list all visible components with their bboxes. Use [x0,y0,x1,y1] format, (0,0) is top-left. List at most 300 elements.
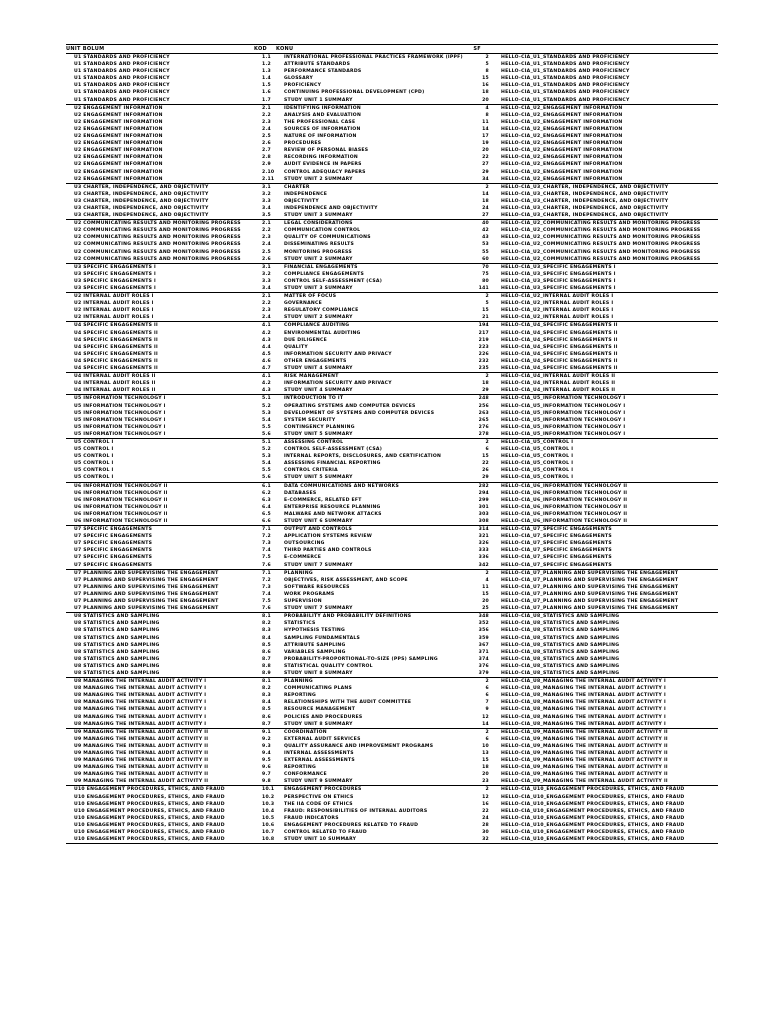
topic-cell: AUDIT EVIDENCE IN PAPERS [284,162,362,168]
code-cell: 4.6 [262,358,271,364]
reference-cell: HELLO-CIA_U7_PLANNING AND SUPERVISING THE ENGAGEMENT [501,577,679,583]
unit-cell: U5 CONTROL I [74,447,114,453]
unit-group [66,105,718,184]
header-unit: UNIT BOLUM [66,46,105,52]
page-cell: 4 [485,577,489,583]
unit-cell: U3 CHARTER, INDEPENDENCE, AND OBJECTIVITY [74,184,209,190]
reference-cell: HELLO-CIA_U5_INFORMATION TECHNOLOGY I [501,431,626,437]
unit-cell: U4 SPECIFIC ENGAGEMENTS II [74,358,158,364]
unit-cell: U6 INFORMATION TECHNOLOGY II [74,490,168,496]
table-row [66,147,718,154]
page-cell: 18 [482,198,489,204]
code-cell: 9.2 [262,736,271,742]
code-cell: 8.5 [262,642,271,648]
unit-group [66,729,718,787]
page-cell: 6 [485,736,489,742]
table-row [66,220,718,227]
table-row [66,822,718,829]
table-row [66,706,718,713]
page-cell: 301 [478,504,489,510]
page-cell: 16 [482,801,489,807]
page-cell: 2 [485,570,489,576]
page-cell: 15 [482,591,489,597]
table-row [66,410,718,417]
unit-cell: U7 PLANNING AND SUPERVISING THE ENGAGEMENT [74,606,219,612]
table-row [66,373,718,380]
topic-cell: FRAUD INDICATORS [284,815,339,821]
reference-cell: HELLO-CIA_U7_PLANNING AND SUPERVISING THE ENGAGEMENT [501,599,679,605]
table-row [66,736,718,743]
unit-cell: U8 STATISTICS AND SAMPLING [74,649,160,655]
topic-cell: CONTROL RELATED TO FRAUD [284,830,367,836]
table-row [66,598,718,605]
code-cell: 5.1 [262,439,271,445]
code-cell: 10.3 [262,801,275,807]
unit-cell: U4 SPECIFIC ENGAGEMENTS II [74,366,158,372]
page-cell: 348 [478,614,489,620]
reference-cell: HELLO-CIA_U1_STANDARDS AND PROFICIENCY [501,90,630,96]
topic-cell: CONFORMANCE [284,772,327,778]
reference-cell: HELLO-CIA_U2_INTERNAL AUDIT ROLES I [501,301,614,307]
unit-cell: U7 SPECIFIC ENGAGEMENTS [74,555,153,561]
page-cell: 34 [482,176,489,182]
reference-cell: HELLO-CIA_U1_STANDARDS AND PROFICIENCY [501,62,630,68]
reference-cell: HELLO-CIA_U4_INTERNAL AUDIT ROLES II [501,381,616,387]
code-cell: 2.3 [262,235,271,241]
unit-cell: U8 STATISTICS AND SAMPLING [74,614,160,620]
unit-cell: U6 INFORMATION TECHNOLOGY II [74,519,168,524]
topic-cell: FINANCIAL ENGAGEMENTS [284,264,358,270]
unit-cell: U2 COMMUNICATING RESULTS AND MONITORING PROGRESS [74,242,241,248]
code-cell: 5.6 [262,431,271,437]
unit-group [66,184,718,220]
reference-cell: HELLO-CIA_U7_SPECIFIC ENGAGEMENTS [501,555,612,561]
code-cell: 2.10 [262,169,275,175]
code-cell: 8.2 [262,686,271,692]
unit-cell: U1 STANDARDS AND PROFICIENCY [74,76,170,82]
unit-cell: U5 CONTROL I [74,475,114,481]
code-cell: 2.5 [262,134,271,140]
reference-cell: HELLO-CIA_U7_SPECIFIC ENGAGEMENTS [501,548,612,554]
unit-cell: U2 ENGAGEMENT INFORMATION [74,105,163,111]
table-row [66,453,718,460]
unit-cell: U1 STANDARDS AND PROFICIENCY [74,55,170,60]
reference-cell: HELLO-CIA_U7_SPECIFIC ENGAGEMENTS [501,562,612,568]
topic-cell: PLANNING [284,570,313,576]
reference-cell: HELLO-CIA_U8_STATISTICS AND SAMPLING [501,635,620,641]
page-cell: 15 [482,454,489,460]
unit-cell: U3 CHARTER, INDEPENDENCE, AND OBJECTIVITY [74,213,209,219]
unit-cell: U1 STANDARDS AND PROFICIENCY [74,62,170,68]
table-row [66,293,718,300]
unit-cell: U6 INFORMATION TECHNOLOGY II [74,483,168,489]
reference-cell: HELLO-CIA_U5_CONTROL I [501,454,574,460]
unit-cell: U2 COMMUNICATING RESULTS AND MONITORING PROGRESS [74,221,241,227]
code-cell: 4.5 [262,351,271,357]
page-cell: 314 [478,527,489,533]
page-cell: 11 [482,584,489,590]
code-cell: 1.5 [262,83,271,89]
page-cell: 219 [478,337,489,343]
code-cell: 1.4 [262,76,271,82]
reference-cell: HELLO-CIA_U3_SPECIFIC ENGAGEMENTS I [501,286,616,291]
code-cell: 4.4 [262,344,271,350]
code-cell: 2.2 [262,112,271,118]
topic-cell: QUALITY [284,344,308,350]
unit-cell: U2 ENGAGEMENT INFORMATION [74,119,163,125]
page-cell: 27 [482,162,489,168]
table-row [66,808,718,815]
page-cell: 265 [478,417,489,423]
page-cell: 226 [478,351,489,357]
topic-cell: RELATIONSHIPS WITH THE AUDIT COMMITTEE [284,700,412,706]
code-cell: 2.11 [262,176,275,182]
unit-cell: U8 STATISTICS AND SAMPLING [74,628,160,634]
topic-cell: ATTRIBUTE STANDARDS [284,62,351,68]
table-row [66,678,718,685]
table-row [66,337,718,344]
page-cell: 6 [485,693,489,699]
reference-cell: HELLO-CIA_U8_STATISTICS AND SAMPLING [501,649,620,655]
table-header [66,44,718,54]
reference-cell: HELLO-CIA_U8_MANAGING THE INTERNAL AUDIT ACTIVITY I [501,679,666,685]
table-row [66,322,718,329]
code-cell: 5.1 [262,396,271,402]
topic-cell: STUDY UNIT 3 SUMMARY [284,286,353,291]
reference-cell: HELLO-CIA_U9_MANAGING THE INTERNAL AUDIT ACTIVITY II [501,736,668,742]
unit-cell: U2 INTERNAL AUDIT ROLES I [74,294,154,300]
topic-cell: STUDY UNIT 5 SUMMARY [284,431,353,437]
code-cell: 4.1 [262,374,271,380]
page-cell: 18 [482,381,489,387]
code-cell: 10.5 [262,815,275,821]
reference-cell: HELLO-CIA_U4_SPECIFIC ENGAGEMENTS II [501,351,618,357]
table-row [66,699,718,706]
topic-cell: PROCEDURES [284,141,322,147]
table-row [66,439,718,446]
code-cell: 1.7 [262,97,271,103]
unit-group [66,526,718,570]
table-row [66,395,718,402]
table-row [66,82,718,89]
topic-cell: ASSESSING FINANCIAL REPORTING [284,461,381,467]
topic-cell: STUDY UNIT 6 SUMMARY [284,519,353,524]
topic-cell: COMMUNICATION CONTROL [284,228,361,234]
table-row [66,89,718,96]
topic-cell: INTRODUCTION TO IT [284,396,344,402]
topic-cell: CONTROL CRITERIA [284,468,338,474]
code-cell: 8.1 [262,614,271,620]
reference-cell: HELLO-CIA_U2_ENGAGEMENT INFORMATION [501,148,623,154]
page-cell: 15 [482,758,489,764]
topic-cell: OBJECTIVITY [284,198,319,204]
table-row [66,105,718,112]
unit-cell: U8 STATISTICS AND SAMPLING [74,656,160,662]
page-cell: 15 [482,76,489,82]
topic-cell: OTHER ENGAGEMENTS [284,358,347,364]
table-row [66,314,718,321]
table-row [66,649,718,656]
reference-cell: HELLO-CIA_U7_PLANNING AND SUPERVISING THE ENGAGEMENT [501,584,679,590]
code-cell: 1.3 [262,69,271,75]
topic-cell: REGULATORY COMPLIANCE [284,308,359,314]
reference-cell: HELLO-CIA_U9_MANAGING THE INTERNAL AUDIT ACTIVITY II [501,765,668,771]
topic-cell: DATA COMMUNICATIONS AND NETWORKS [284,483,400,489]
table-row [66,670,718,677]
reference-cell: HELLO-CIA_U4_SPECIFIC ENGAGEMENTS II [501,358,618,364]
topic-cell: ATTRIBUTE SAMPLING [284,642,346,648]
table-row [66,714,718,721]
topic-cell: OPERATING SYSTEMS AND COMPUTER DEVICES [284,403,416,409]
table-row [66,584,718,591]
topic-cell: STUDY UNIT 2 SUMMARY [284,315,353,321]
table-row [66,511,718,518]
topic-cell: MONITORING PROGRESS [284,249,352,255]
code-cell: 2.9 [262,162,271,168]
unit-cell: U2 ENGAGEMENT INFORMATION [74,148,163,154]
unit-cell: U1 STANDARDS AND PROFICIENCY [74,97,170,103]
table-row [66,154,718,161]
page-cell: 27 [482,213,489,219]
page-cell: 43 [482,235,489,241]
code-cell: 10.8 [262,837,275,843]
table-row [66,460,718,467]
unit-cell: U10 ENGAGEMENT PROCEDURES, ETHICS, AND FRAUD [74,787,225,793]
page-cell: 20 [482,599,489,605]
reference-cell: HELLO-CIA_U2_ENGAGEMENT INFORMATION [501,112,623,118]
topic-cell: FRAUD: RESPONSIBILITIES OF INTERNAL AUDITORS [284,808,428,814]
code-cell: 2.8 [262,155,271,161]
unit-cell: U7 SPECIFIC ENGAGEMENTS [74,562,153,568]
table-row [66,417,718,424]
table-row [66,403,718,410]
page-cell: 28 [482,822,489,828]
unit-cell: U10 ENGAGEMENT PROCEDURES, ETHICS, AND FRAUD [74,822,225,828]
reference-cell: HELLO-CIA_U6_INFORMATION TECHNOLOGY II [501,511,628,517]
topic-cell: ASSESSING CONTROL [284,439,344,445]
reference-cell: HELLO-CIA_U3_CHARTER, INDEPENDENCE, AND OBJECTIVITY [501,184,669,190]
page-cell: 235 [478,366,489,372]
topic-cell: GOVERNANCE [284,301,323,307]
page-cell: 367 [478,642,489,648]
table-row [66,490,718,497]
reference-cell: HELLO-CIA_U2_ENGAGEMENT INFORMATION [501,126,623,132]
page-cell: 294 [478,490,489,496]
code-cell: 2.2 [262,301,271,307]
table-row [66,620,718,627]
code-cell: 8.6 [262,714,271,720]
page-cell: 308 [478,519,489,524]
reference-cell: HELLO-CIA_U2_COMMUNICATING RESULTS AND MONITORING PROGRESS [501,228,701,234]
table-row [66,176,718,183]
table-row [66,554,718,561]
reference-cell: HELLO-CIA_U4_SPECIFIC ENGAGEMENTS II [501,366,618,372]
page-cell: 11 [482,119,489,125]
table-row [66,526,718,533]
page-cell: 29 [482,475,489,481]
page-cell: 2 [485,184,489,190]
topic-cell: CHARTER [284,184,310,190]
table-row [66,692,718,699]
unit-cell: U2 COMMUNICATING RESULTS AND MONITORING PROGRESS [74,256,241,262]
reference-cell: HELLO-CIA_U6_INFORMATION TECHNOLOGY II [501,519,628,524]
unit-cell: U5 CONTROL I [74,454,114,460]
page-cell: 25 [482,606,489,612]
unit-cell: U3 SPECIFIC ENGAGEMENTS I [74,264,157,270]
page-cell: 141 [478,286,489,291]
code-cell: 5.6 [262,475,271,481]
topic-cell: ENTERPRISE RESOURCE PLANNING [284,504,381,510]
unit-cell: U7 PLANNING AND SUPERVISING THE ENGAGEMENT [74,584,219,590]
topic-cell: STUDY UNIT 2 SUMMARY [284,176,353,182]
code-cell: 1.6 [262,90,271,96]
code-cell: 8.6 [262,649,271,655]
page-cell: 30 [482,830,489,836]
code-cell: 5.3 [262,454,271,460]
code-cell: 5.4 [262,461,271,467]
reference-cell: HELLO-CIA_U5_INFORMATION TECHNOLOGY I [501,403,626,409]
unit-cell: U4 INTERNAL AUDIT ROLES II [74,381,156,387]
unit-cell: U9 MANAGING THE INTERNAL AUDIT ACTIVITY II [74,779,209,785]
code-cell: 1.2 [262,62,271,68]
topic-cell: RECORDING INFORMATION [284,155,358,161]
topic-cell: REVIEW OF PERSONAL BIASES [284,148,369,154]
table-row [66,54,718,61]
code-cell: 2.4 [262,242,271,248]
table-row [66,446,718,453]
table-row [66,256,718,263]
code-cell: 9.4 [262,751,271,756]
page-cell: 374 [478,656,489,662]
page-cell: 276 [478,424,489,430]
unit-group [66,678,718,729]
unit-cell: U8 STATISTICS AND SAMPLING [74,663,160,669]
reference-cell: HELLO-CIA_U8_STATISTICS AND SAMPLING [501,642,620,648]
reference-cell: HELLO-CIA_U5_CONTROL I [501,475,574,481]
code-cell: 7.5 [262,555,271,561]
unit-group [66,613,718,678]
code-cell: 8.4 [262,635,271,641]
code-cell: 9.3 [262,743,271,749]
page-cell: 7 [485,700,489,706]
code-cell: 2.1 [262,105,271,111]
unit-cell: U2 ENGAGEMENT INFORMATION [74,162,163,168]
reference-cell: HELLO-CIA_U8_MANAGING THE INTERNAL AUDIT ACTIVITY I [501,714,666,720]
table-row [66,300,718,307]
page-cell: 24 [482,815,489,821]
reference-cell: HELLO-CIA_U8_MANAGING THE INTERNAL AUDIT ACTIVITY I [501,700,666,706]
reference-cell: HELLO-CIA_U4_SPECIFIC ENGAGEMENTS II [501,344,618,350]
unit-cell: U8 MANAGING THE INTERNAL AUDIT ACTIVITY I [74,693,207,699]
reference-cell: HELLO-CIA_U8_MANAGING THE INTERNAL AUDIT ACTIVITY I [501,707,666,713]
unit-cell: U4 INTERNAL AUDIT ROLES II [74,374,156,380]
header-code: KOD [254,46,267,52]
topic-cell: DUE DILIGENCE [284,337,327,343]
unit-cell: U7 SPECIFIC ENGAGEMENTS [74,527,153,533]
code-cell: 7.6 [262,606,271,612]
table-row [66,119,718,126]
page-cell: 336 [478,555,489,561]
unit-cell: U2 INTERNAL AUDIT ROLES I [74,308,154,314]
table-row [66,757,718,764]
code-cell: 4.3 [262,388,271,394]
code-cell: 7.6 [262,562,271,568]
unit-cell: U7 PLANNING AND SUPERVISING THE ENGAGEMENT [74,577,219,583]
reference-cell: HELLO-CIA_U2_INTERNAL AUDIT ROLES I [501,315,614,321]
table-row [66,518,718,525]
code-cell: 5.2 [262,403,271,409]
table-row [66,161,718,168]
topic-cell: QUALITY OF COMMUNICATIONS [284,235,371,241]
code-cell: 3.4 [262,286,271,291]
unit-cell: U8 STATISTICS AND SAMPLING [74,621,160,627]
reference-cell: HELLO-CIA_U1_STANDARDS AND PROFICIENCY [501,76,630,82]
table-row [66,467,718,474]
topic-cell: INTERNAL ASSESSMENTS [284,751,354,756]
reference-cell: HELLO-CIA_U7_SPECIFIC ENGAGEMENTS [501,541,612,547]
table-row [66,97,718,104]
page-cell: 9 [485,707,489,713]
topic-cell: QUALITY ASSURANCE AND IMPROVEMENT PROGRAMS [284,743,434,749]
unit-group [66,54,718,105]
code-cell: 8.7 [262,721,271,727]
unit-cell: U3 CHARTER, INDEPENDENCE, AND OBJECTIVITY [74,205,209,211]
table-row [66,431,718,438]
reference-cell: HELLO-CIA_U4_SPECIFIC ENGAGEMENTS II [501,337,618,343]
topic-cell: NATURE OF INFORMATION [284,134,357,140]
page-cell: 278 [478,431,489,437]
unit-cell: U10 ENGAGEMENT PROCEDURES, ETHICS, AND FRAUD [74,808,225,814]
page-cell: 299 [478,497,489,503]
page-cell: 32 [482,837,489,843]
reference-cell: HELLO-CIA_U1_STANDARDS AND PROFICIENCY [501,97,630,103]
topic-cell: INFORMATION SECURITY AND PRIVACY [284,351,392,357]
reference-cell: HELLO-CIA_U2_ENGAGEMENT INFORMATION [501,176,623,182]
page-cell: 14 [482,126,489,132]
topic-cell: STUDY UNIT 8 SUMMARY [284,670,353,676]
page-cell: 6 [485,686,489,692]
reference-cell: HELLO-CIA_U10_ENGAGEMENT PROCEDURES, ETHICS, AND FRAUD [501,837,685,843]
topic-cell: E-COMMERCE, RELATED EFT [284,497,362,503]
reference-cell: HELLO-CIA_U4_SPECIFIC ENGAGEMENTS II [501,323,618,329]
page-cell: 4 [485,105,489,111]
reference-cell: HELLO-CIA_U6_INFORMATION TECHNOLOGY II [501,490,628,496]
reference-cell: HELLO-CIA_U7_PLANNING AND SUPERVISING THE ENGAGEMENT [501,591,679,597]
page-cell: 22 [482,155,489,161]
reference-cell: HELLO-CIA_U2_ENGAGEMENT INFORMATION [501,134,623,140]
topic-cell: COMMUNICATING PLANS [284,686,353,692]
code-cell: 10.1 [262,787,275,793]
table-row [66,365,718,372]
reference-cell: HELLO-CIA_U10_ENGAGEMENT PROCEDURES, ETHICS, AND FRAUD [501,794,685,800]
unit-cell: U2 COMMUNICATING RESULTS AND MONITORING PROGRESS [74,228,241,234]
page-cell: 24 [482,205,489,211]
table-row [66,685,718,692]
page-cell: 13 [482,751,489,756]
unit-cell: U5 INFORMATION TECHNOLOGY I [74,410,166,416]
code-cell: 6.2 [262,490,271,496]
table-row [66,591,718,598]
page-cell: 14 [482,191,489,197]
code-cell: 4.1 [262,323,271,329]
code-cell: 2.3 [262,308,271,314]
reference-cell: HELLO-CIA_U8_STATISTICS AND SAMPLING [501,621,620,627]
topic-cell: CONTROL ADEQUACY PAPERS [284,169,366,175]
unit-cell: U5 CONTROL I [74,439,114,445]
unit-group [66,293,718,322]
page-cell: 10 [482,743,489,749]
topic-cell: INFORMATION SECURITY AND PRIVACY [284,381,392,387]
